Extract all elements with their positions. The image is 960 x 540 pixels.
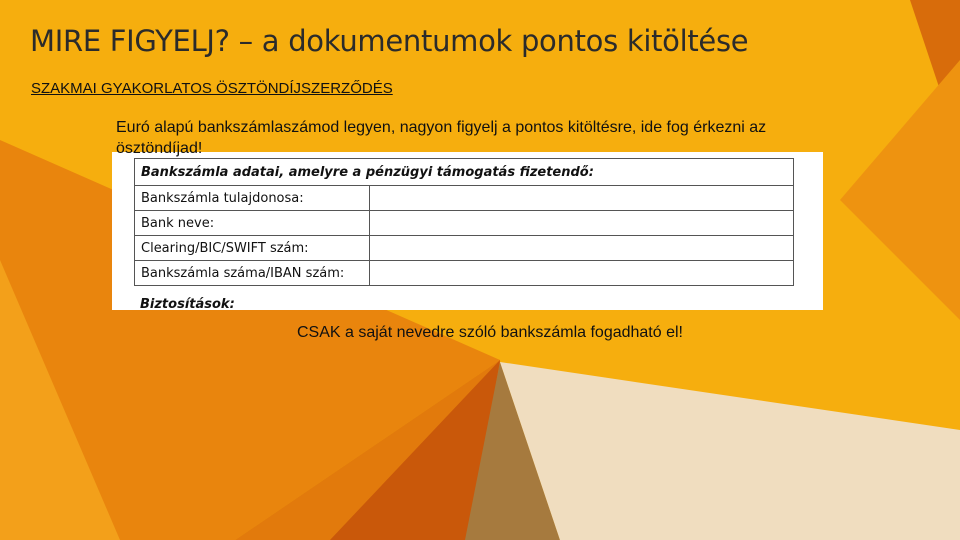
account-holder-field (370, 186, 794, 211)
iban-field (370, 261, 794, 286)
bg-shape-right-orange (840, 60, 960, 320)
warning-text: CSAK a saját nevedre szóló bankszámla fogadható el! (296, 324, 683, 341)
table-row (135, 261, 794, 286)
bank-name-field (370, 211, 794, 236)
iban-label: Bankszámla száma/IBAN szám: (135, 261, 370, 286)
swift-label: Clearing/BIC/SWIFT szám: (135, 236, 370, 261)
bank-details-table (134, 158, 794, 286)
table-row (135, 236, 794, 261)
insurance-section-heading: Biztosítások: (140, 297, 235, 310)
instruction-note: Euró alapú bankszámlaszámod legyen, nagyon figyelj a pontos kitöltésre, ide fog érkezni az ösztöndíjad! (116, 119, 767, 157)
bank-name-label: Bank neve: (135, 211, 370, 236)
slide-title: MIRE FIGYELJ? – a dokumentumok pontos kitöltése (30, 24, 749, 58)
bank-form-screenshot (112, 152, 823, 310)
table-header-row (135, 159, 794, 186)
table-row (135, 186, 794, 211)
contract-subtitle: SZAKMAI GYAKORLATOS ÖSZTÖNDÍJSZERZŐDÉS (31, 80, 393, 97)
account-holder-label: Bankszámla tulajdonosa: (135, 186, 370, 211)
swift-field (370, 236, 794, 261)
bank-details-header: Bankszámla adatai, amelyre a pénzügyi támogatás fizetendő: (135, 159, 794, 186)
table-row (135, 211, 794, 236)
bg-shape-cream (500, 362, 960, 540)
